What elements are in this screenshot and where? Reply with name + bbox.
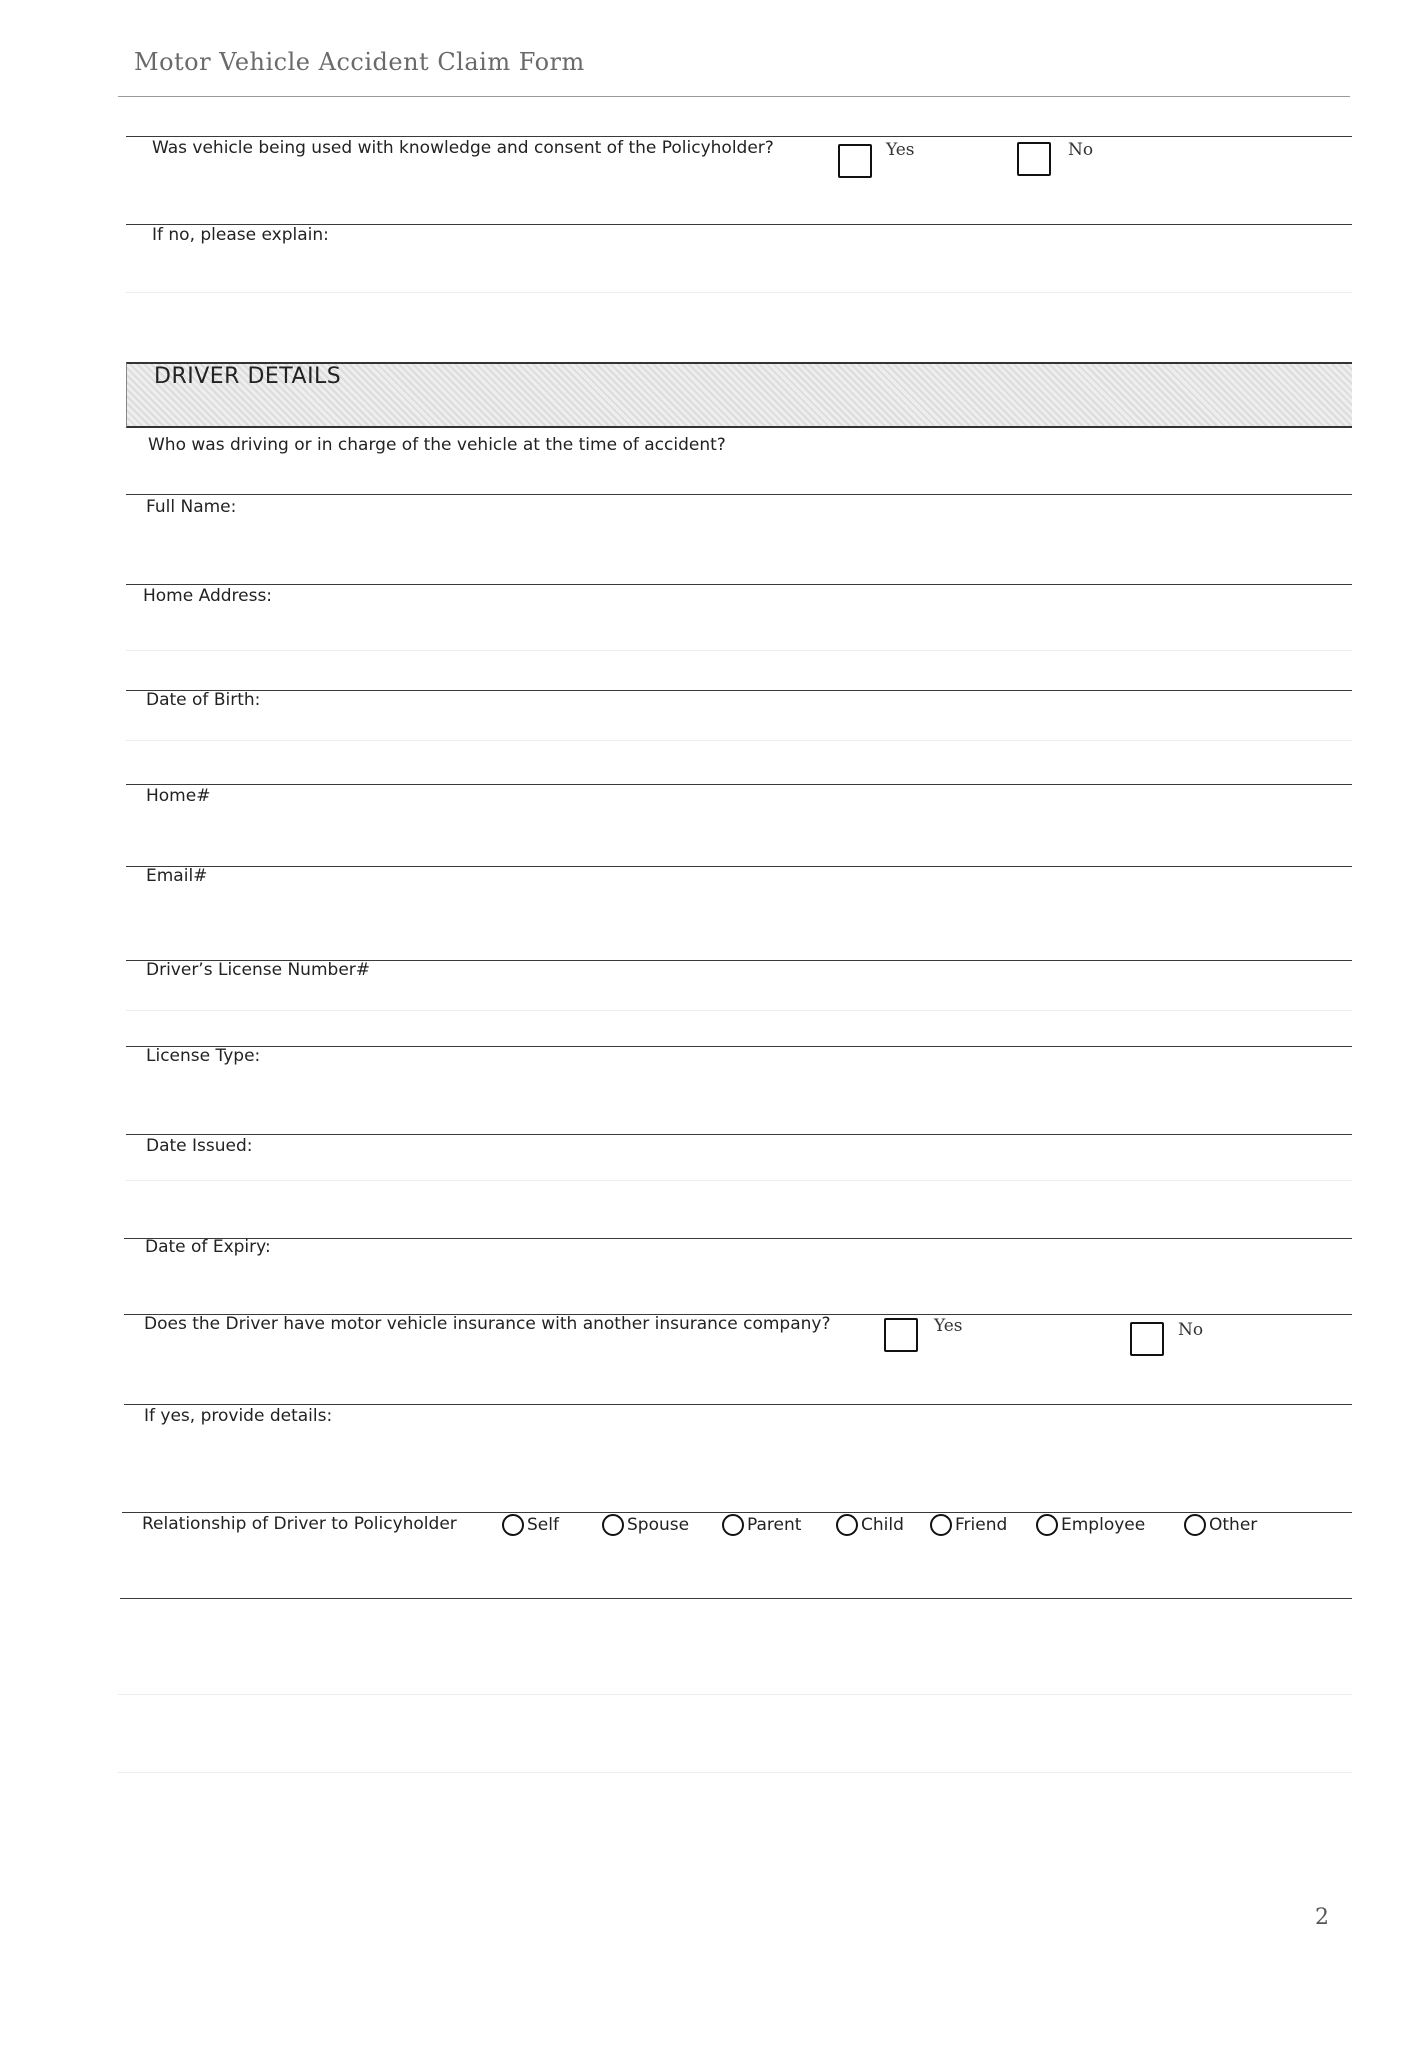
form-title: Motor Vehicle Accident Claim Form bbox=[134, 48, 585, 76]
other-insurance-details-label: If yes, provide details: bbox=[144, 1406, 333, 1426]
row-divider bbox=[124, 1238, 1352, 1239]
home-phone-label: Home# bbox=[146, 786, 211, 806]
row-divider bbox=[122, 1512, 1352, 1513]
row-divider bbox=[124, 1404, 1352, 1405]
row-divider bbox=[126, 584, 1352, 585]
consent-question: Was vehicle being used with knowledge and consent of the Policyholder? bbox=[152, 138, 774, 158]
license-type-label: License Type: bbox=[146, 1046, 261, 1066]
row-divider bbox=[126, 784, 1352, 785]
radio-circle-icon[interactable] bbox=[1184, 1514, 1206, 1536]
faint-divider bbox=[126, 1180, 1352, 1181]
consent-no-label: No bbox=[1068, 140, 1094, 160]
consent-no-checkbox[interactable] bbox=[1017, 142, 1051, 176]
driver-details-section-title: DRIVER DETAILS bbox=[154, 364, 342, 389]
radio-circle-icon[interactable] bbox=[722, 1514, 744, 1536]
other-insurance-yes-label: Yes bbox=[934, 1316, 963, 1336]
relationship-option-parent[interactable]: Parent bbox=[722, 1514, 801, 1536]
consent-yes-checkbox[interactable] bbox=[838, 144, 872, 178]
relationship-option-friend[interactable]: Friend bbox=[930, 1514, 1007, 1536]
home-address-label: Home Address: bbox=[143, 586, 273, 606]
consent-yes-label: Yes bbox=[886, 140, 915, 160]
full-name-label: Full Name: bbox=[146, 497, 237, 517]
radio-circle-icon[interactable] bbox=[602, 1514, 624, 1536]
date-issued-label: Date Issued: bbox=[146, 1136, 253, 1156]
relationship-option-child[interactable]: Child bbox=[836, 1514, 904, 1536]
radio-circle-icon[interactable] bbox=[1036, 1514, 1058, 1536]
other-insurance-yes-checkbox[interactable] bbox=[884, 1318, 918, 1352]
row-divider bbox=[120, 1598, 1352, 1599]
header-divider bbox=[118, 96, 1350, 97]
email-label: Email# bbox=[146, 866, 208, 886]
row-divider bbox=[126, 1134, 1352, 1135]
row-divider bbox=[126, 136, 1352, 137]
row-divider bbox=[126, 866, 1352, 867]
radio-circle-icon[interactable] bbox=[502, 1514, 524, 1536]
other-insurance-no-label: No bbox=[1178, 1320, 1204, 1340]
page-number: 2 bbox=[1315, 1905, 1329, 1930]
radio-circle-icon[interactable] bbox=[836, 1514, 858, 1536]
date-of-birth-label: Date of Birth: bbox=[146, 690, 261, 710]
other-insurance-question: Does the Driver have motor vehicle insurance with another insurance company? bbox=[144, 1314, 831, 1334]
row-divider bbox=[126, 494, 1352, 495]
other-insurance-no-checkbox[interactable] bbox=[1130, 1322, 1164, 1356]
relationship-option-spouse[interactable]: Spouse bbox=[602, 1514, 689, 1536]
faint-divider bbox=[118, 1772, 1352, 1773]
faint-divider bbox=[126, 650, 1352, 651]
driver-question: Who was driving or in charge of the vehicle at the time of accident? bbox=[148, 435, 726, 455]
radio-circle-icon[interactable] bbox=[930, 1514, 952, 1536]
relationship-option-self[interactable]: Self bbox=[502, 1514, 559, 1536]
explain-label: If no, please explain: bbox=[152, 225, 329, 245]
license-number-label: Driver’s License Number# bbox=[146, 960, 371, 980]
relationship-option-employee[interactable]: Employee bbox=[1036, 1514, 1145, 1536]
faint-divider bbox=[126, 292, 1352, 293]
faint-divider bbox=[118, 1694, 1352, 1695]
row-divider bbox=[126, 1046, 1352, 1047]
faint-divider bbox=[126, 1010, 1352, 1011]
row-divider bbox=[126, 690, 1352, 691]
date-of-expiry-label: Date of Expiry: bbox=[145, 1237, 271, 1257]
relationship-option-other[interactable]: Other bbox=[1184, 1514, 1257, 1536]
faint-divider bbox=[126, 740, 1352, 741]
relationship-label: Relationship of Driver to Policyholder bbox=[142, 1514, 457, 1534]
